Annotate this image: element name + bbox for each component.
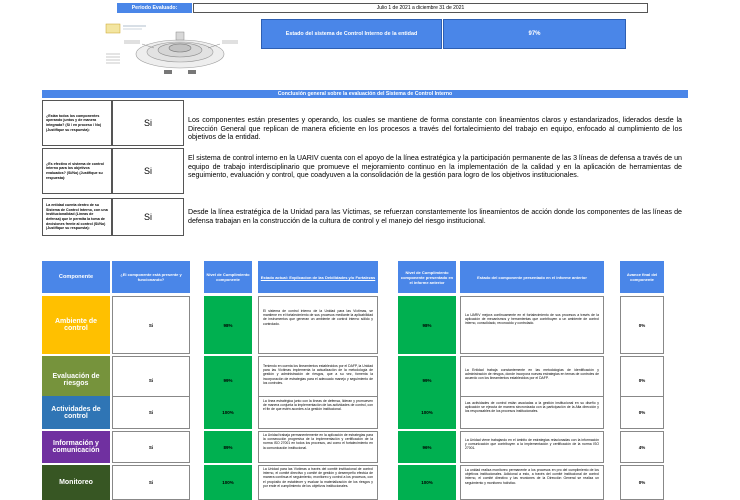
conclusion-question: ¿Están todos los componentes operando juntos y de manera integrada? (Si / en proceso / No) (Justifique su respuesta): bbox=[42, 100, 112, 146]
periodo-value: Julio 1 de 2021 a diciembre 31 de 2021 bbox=[193, 3, 648, 13]
component-prev: Las actividades de control están asociadas a la gestión institucional en su diseño y aplicación se ejecuta de manera sincronizada con la participación de la Alta dirección y los responsables de los procesos institucionales. bbox=[460, 396, 604, 429]
conclusion-answer: Si bbox=[112, 148, 184, 194]
component-advance: 0% bbox=[620, 396, 664, 429]
conclusion-table bbox=[42, 100, 688, 236]
component-present: Si bbox=[112, 465, 190, 500]
conclusion-text: El sistema de control interno en la UARIV cuenta con el apoyo de la línea estratégica y la participación permanente de las 3 líneas de defensa a través de un equipo de trabajo interdisciplinario que promueve el mejoramiento continuo en la implementación de la calidad y en la aplicación de herramientas de seguimiento, evaluación y control, que coadyuven a la consolidación de la gestión para logro de los objetivos institucionales. bbox=[188, 154, 682, 180]
mecanismo-diagram bbox=[102, 20, 252, 80]
component-name: Ambiente de control bbox=[42, 296, 110, 354]
conclusion-answer: Si bbox=[112, 100, 184, 146]
header-presente: ¿El componente está presente y funcionando? bbox=[112, 261, 190, 293]
periodo-label: Periodo Evaluado: bbox=[117, 3, 192, 13]
component-prev: La Entidad trabaja constantemente en las metodologías de identificación y administración de riesgos, donde incorpora nuevas estrategias en temas de controles de acuerdo con los lineamientos establecidos por el DAFP. bbox=[460, 356, 604, 404]
component-prev: La Unidad viene trabajando en el ámbito de estrategias relacionadas con la información y comunicación que contribuyen a la implementación y certificación de la norma ISO 27001. bbox=[460, 431, 604, 463]
component-current: Teniendo en cuenta los lineamientos establecidos por el DAFP, la Unidad para las Víctimas implementa la actualización de la metodología de gestión y administración de riesgos, que a su vez, fomenta la incorporación de estrategias para el adecuado manejo y seguimiento de los controles. bbox=[258, 356, 378, 404]
estado-value: 97% bbox=[443, 19, 626, 49]
component-present: Si bbox=[112, 356, 190, 404]
conclusion-text: Los componentes están presentes y operando, los cuales se mantiene de forma constante con lineamientos claros y estandarizados, liderados desde la Dirección General que replican de manera eficiente en los procesos a través del fortalecimiento del trabajo en equipo, enfocado al cumplimiento de los objetivos de la entidad. bbox=[188, 116, 682, 142]
component-current: La línea estratégica junto con la líneas de defensa, lideran y promueven de manera conjunta la implementación de las actividades de control, con el fin de que estén acordes a la gestión institucional. bbox=[258, 396, 378, 429]
component-present: Si bbox=[112, 396, 190, 429]
header-avance: Avance final del componente bbox=[620, 261, 664, 293]
component-present: Si bbox=[112, 431, 190, 463]
conclusion-title: Conclusión general sobre la evaluación del Sistema de Control Interno bbox=[42, 90, 688, 98]
conclusion-question: La entidad cuenta dentro de su Sistema de Control Interno, con una institucionalidad (Líneas de defensa) que le permita la toma de decisiones frente al control (Si/No) (Justifique su respuesta): bbox=[42, 198, 112, 236]
component-prev: La UARIV mejora continuamente en el fortalecimiento de sus procesos a través de la aplicación de mecanismos y herramientas que contribuyen a un ambiente de control interno, consolidado, reconocido y controlado. bbox=[460, 296, 604, 354]
component-advance: 0% bbox=[620, 356, 664, 404]
component-prev-level: 100% bbox=[398, 465, 456, 500]
conclusion-answer: Si bbox=[112, 198, 184, 236]
component-level: 100% bbox=[204, 396, 252, 429]
component-advance: 0% bbox=[620, 296, 664, 354]
component-current: El sistema de control interno de la Unidad para las Víctimas, se mantiene en el fortalecimiento de sus procesos mediante la aplicabilidad de instrumentos que generan un ambiente de control interno sólido y controlado. bbox=[258, 296, 378, 354]
header-componente: Componente bbox=[42, 261, 110, 293]
header-estado-anterior: Estado del componente presentado en el informe anterior bbox=[460, 261, 604, 293]
header-estado-actual: Estado actual: Explicacion de las Debilidades y/o Fortalezas bbox=[258, 261, 378, 293]
component-level: 99% bbox=[204, 356, 252, 404]
component-advance: 4% bbox=[620, 431, 664, 463]
header-nivel-anterior: Nivel de Cumplimiento componente presentado en el informe anterior bbox=[398, 261, 456, 293]
component-name: Información y comunicación bbox=[42, 431, 110, 463]
component-prev-level: 100% bbox=[398, 396, 456, 429]
component-present: Si bbox=[112, 296, 190, 354]
component-advance: 0% bbox=[620, 465, 664, 500]
component-prev-level: 99% bbox=[398, 356, 456, 404]
component-level: 98% bbox=[204, 296, 252, 354]
component-name: Monitoreo bbox=[42, 465, 110, 500]
component-prev: La unidad realiza monitoreo permanente a los procesos en pro del cumplimiento de los objetivos institucionales. Adicional a esto, a través del comité institucional de control interno, el comité directivo y las reuniones de la Dirección General se realiza un seguimiento y monitoreo holístico. bbox=[460, 465, 604, 500]
component-name: Actividades de control bbox=[42, 396, 110, 429]
component-current: La Unidad para las Víctimas a través del comité institucional de control interno, el comité directivo y comité de gestión y desempeño efectúa de manera continua el seguimiento, monitoreo y control a los procesos, con el propósito de establecer y evaluar la materialización de los riesgos y por ende el cumplimiento de los objetivos institucionales. bbox=[258, 465, 378, 500]
conclusion-text: Desde la línea estratégica de la Unidad para las Víctimas, se refuerzan constantemente los lineamientos de acción donde los componentes de las líneas de defensa trabajan en la construcción de la cultura de control y el manejo del riesgo institucional. bbox=[188, 208, 682, 225]
component-name: Evaluación de riesgos bbox=[42, 356, 110, 404]
component-prev-level: 98% bbox=[398, 296, 456, 354]
conclusion-question: ¿Es efectivo el sistema de control interno para los objetivos evaluados? (Si/No) (Justifique su respuesta): bbox=[42, 148, 112, 194]
header-nivel: Nivel de Cumplimiento componente bbox=[204, 261, 252, 293]
component-level: 100% bbox=[204, 465, 252, 500]
estado-label: Estado del sistema de Control Interno de la entidad bbox=[261, 19, 442, 49]
component-level: 89% bbox=[204, 431, 252, 463]
component-prev-level: 96% bbox=[398, 431, 456, 463]
component-current: La Unidad trabaja permanentemente en la aplicación de estrategias para la consecución progresiva de la implementación y certificación de la norma ISO 27001 en todos los procesos, así como el fortalecimiento en la comunicación institucional. bbox=[258, 431, 378, 463]
